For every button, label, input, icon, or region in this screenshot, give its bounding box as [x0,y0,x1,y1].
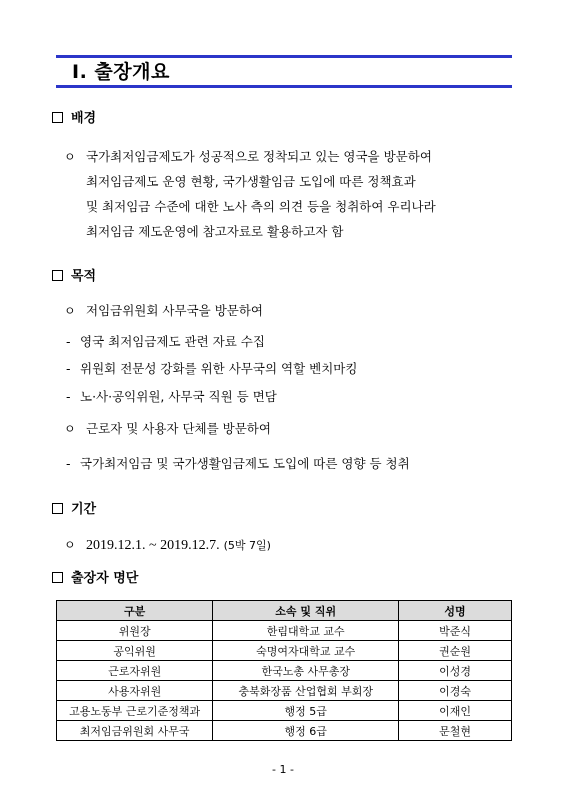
period-line [86,536,271,554]
table-row [57,661,512,681]
table-cell: 문철현 [399,721,512,741]
table-cell: 한국노총 사무총장 [213,661,399,681]
table-cell: 한림대학교 교수 [213,621,399,641]
period-duration: (5박 7일) [223,539,271,552]
title-rule-bottom [56,85,512,88]
table-row [57,701,512,721]
dash-bullet: - [66,389,71,404]
purpose-item-2: 근로자 및 사용자 단체를 방문하여 [86,421,271,436]
table-cell: 박준식 [399,621,512,641]
dash-bullet: - [66,334,71,349]
bullet-circle: ㅇ [64,304,76,318]
page-number: - 1 - [272,763,294,776]
table-cell: 사용자위원 [57,681,213,701]
table-cell: 위원장 [57,621,213,641]
checkbox-square-icon [52,112,63,123]
background-line-4: 최저임금 제도운영에 참고자료로 활용하고자 함 [86,224,344,239]
table-cell: 숙명여자대학교 교수 [213,641,399,661]
table-cell: 공익위원 [57,641,213,661]
checkbox-square-icon [52,572,63,583]
table-cell: 고용노동부 근로기준정책과 [57,701,213,721]
dash-bullet: - [66,456,71,471]
purpose-sub-4: 국가최저임금 및 국가생활임금제도 도입에 따른 영향 등 청취 [80,456,410,471]
table-row [57,621,512,641]
table-header-row [57,601,512,621]
table-cell: 이성경 [399,661,512,681]
section-period-heading: 기간 [52,501,96,519]
table-cell: 이경숙 [399,681,512,701]
background-line-1: 국가최저임금제도가 성공적으로 정착되고 있는 영국을 방문하여 [86,149,432,164]
section-background-heading: 배경 [52,110,96,128]
table-cell: 최저임금위원회 사무국 [57,721,213,741]
purpose-sub-3: 노·사·공익위원, 사무국 직원 등 면담 [80,389,277,404]
column-header: 소속 및 직위 [213,601,399,621]
column-header: 구분 [57,601,213,621]
table-cell: 이재인 [399,701,512,721]
bullet-circle: ㅇ [64,422,76,436]
table-cell: 행정 5급 [213,701,399,721]
members-table [56,600,512,741]
period-dates: 2019.12.1. ~ 2019.12.7. [86,538,220,553]
section-purpose-heading: 목적 [52,268,96,286]
background-line-3: 및 최저임금 수준에 대한 노사 측의 의견 등을 청취하여 우리나라 [86,199,436,214]
bullet-circle: ㅇ [64,150,76,164]
purpose-sub-1: 영국 최저임금제도 관련 자료 수집 [80,334,265,349]
section-members-heading: 출장자 명단 [52,570,138,588]
table-row [57,721,512,741]
checkbox-square-icon [52,503,63,514]
checkbox-square-icon [52,270,63,281]
chapter-title: Ⅰ. 출장개요 [72,61,170,83]
column-header: 성명 [399,601,512,621]
table-cell: 행정 6급 [213,721,399,741]
bullet-circle: ㅇ [64,538,76,552]
table-row [57,641,512,661]
dash-bullet: - [66,361,71,376]
purpose-item-1: 저임금위원회 사무국을 방문하여 [86,303,263,318]
table-row [57,681,512,701]
background-line-2: 최저임금제도 운영 현황, 국가생활임금 도입에 따른 정책효과 [86,174,416,189]
purpose-sub-2: 위원회 전문성 강화를 위한 사무국의 역할 벤치마킹 [80,361,358,376]
table-cell: 충북화장품 산업협회 부회장 [213,681,399,701]
table-cell: 권순원 [399,641,512,661]
table-cell: 근로자위원 [57,661,213,681]
